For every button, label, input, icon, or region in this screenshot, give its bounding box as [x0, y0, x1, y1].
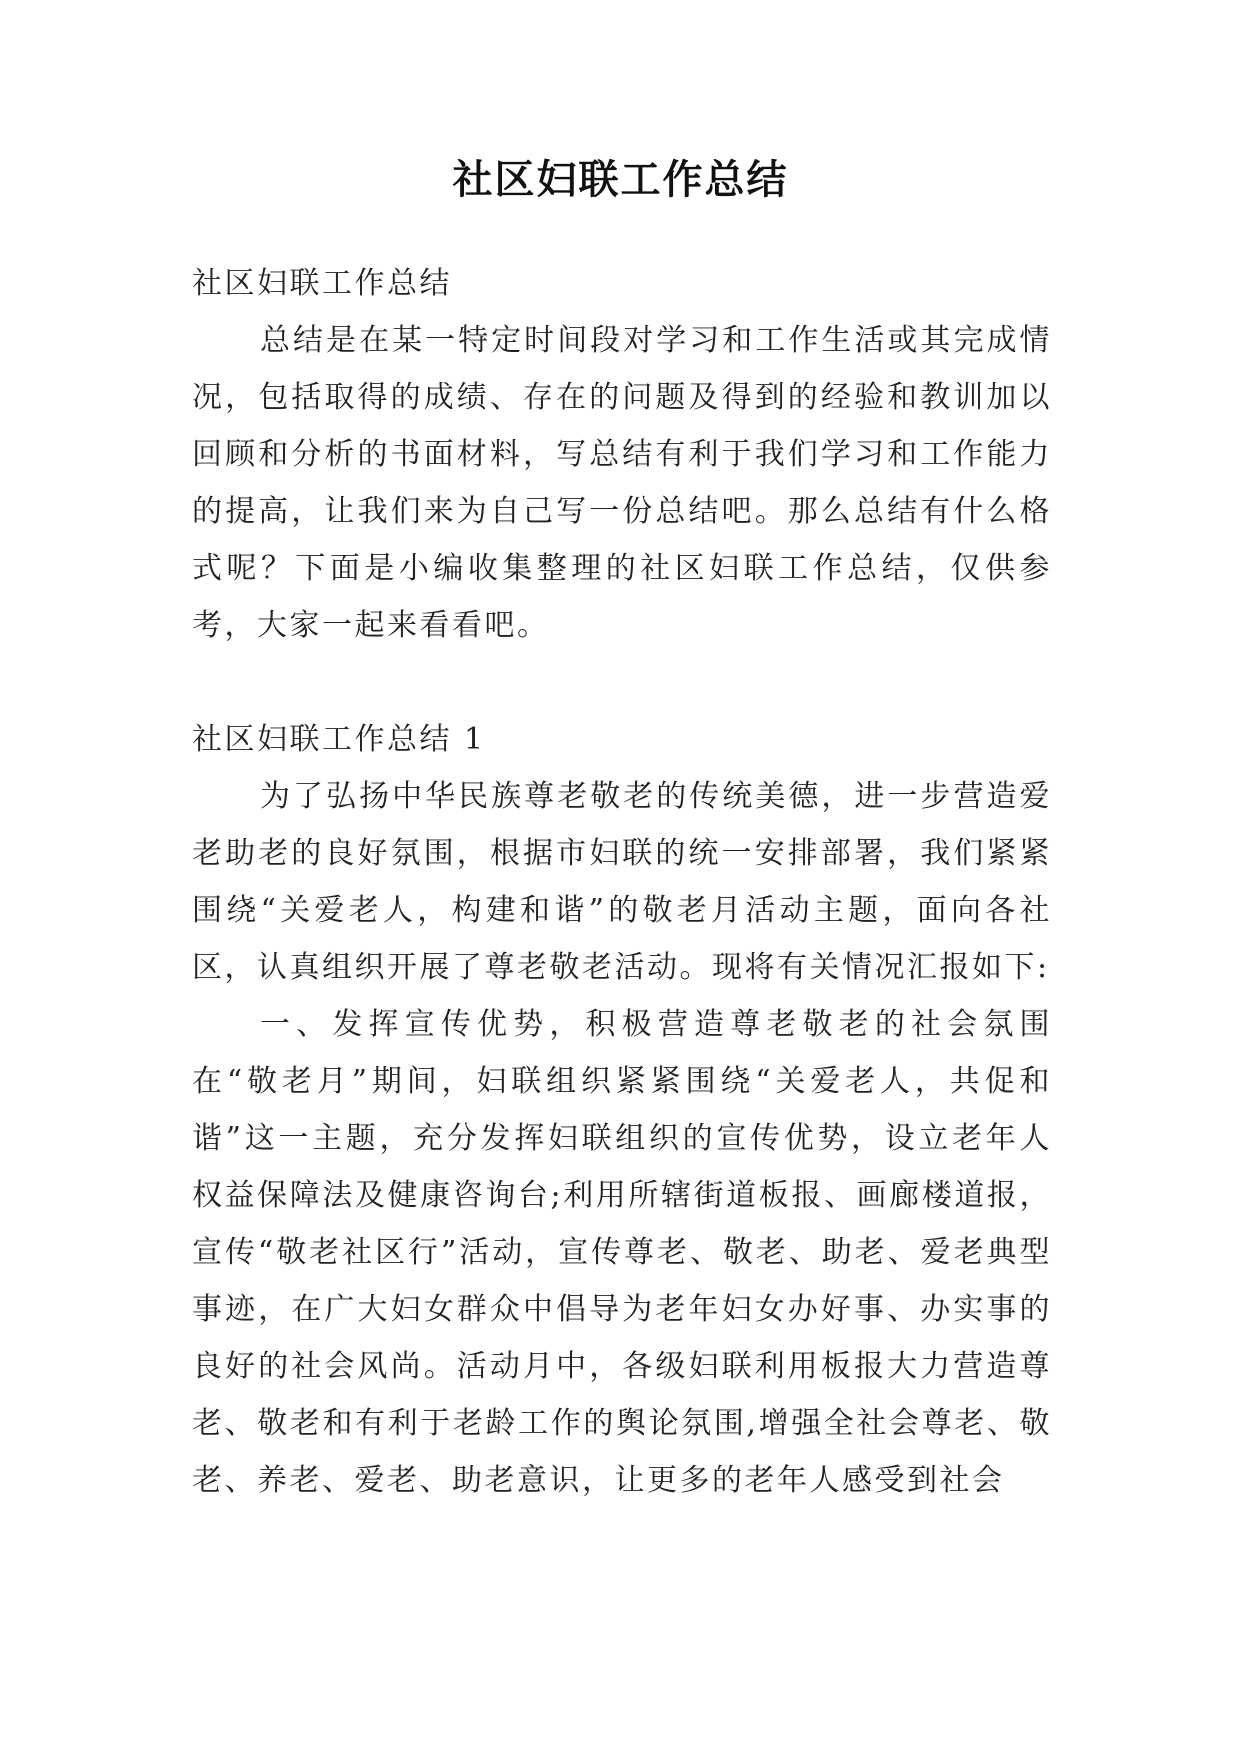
- intro-paragraph: 总结是在某一特定时间段对学习和工作生活或其完成情况，包括取得的成绩、存在的问题及得到的经验和教训加以回顾和分析的书面材料，写总结有利于我们学习和工作能力的提高，让我们来为自己写一份总结吧。那么总结有什么格式呢？下面是小编收集整理的社区妇联工作总结，仅供参考，大家一起来看看吧。: [192, 323, 1052, 643]
- section1-paragraph-2: 一、发挥宣传优势，积极营造尊老敬老的社会氛围在“敬老月”期间，妇联组织紧紧围绕“关爱老人，共促和谐”这一主题，充分发挥妇联组织的宣传优势，设立老年人权益保障法及健康咨询台;利用所辖街道板报、画廊楼道报，宣传“敬老社区行”活动，宣传尊老、敬老、助老、爱老典型事迹，在广大妇女群众中倡导为老年妇女办好事、办实事的良好的社会风尚。活动月中，各级妇联利用板报大力营造尊老、敬老和有利于老龄工作的舆论氛围,增强全社会尊老、敬老、养老、爱老、助老意识，让更多的老年人感受到社会: [192, 1007, 1052, 1498]
- section1-heading: 社区妇联工作总结 1: [192, 722, 486, 757]
- document-title: 社区妇联工作总结: [452, 156, 789, 203]
- section-spacer: [192, 654, 1052, 711]
- document-body: [192, 255, 1052, 1509]
- section1-paragraph-1: 为了弘扬中华民族尊老敬老的传统美德，进一步营造爱老助老的良好氛围，根据市妇联的统一安排部署，我们紧紧围绕“关爱老人，构建和谐”的敬老月活动主题，面向各社区，认真组织开展了尊老敬老活动。现将有关情况汇报如下:: [192, 779, 1052, 985]
- intro-heading: 社区妇联工作总结: [192, 266, 452, 301]
